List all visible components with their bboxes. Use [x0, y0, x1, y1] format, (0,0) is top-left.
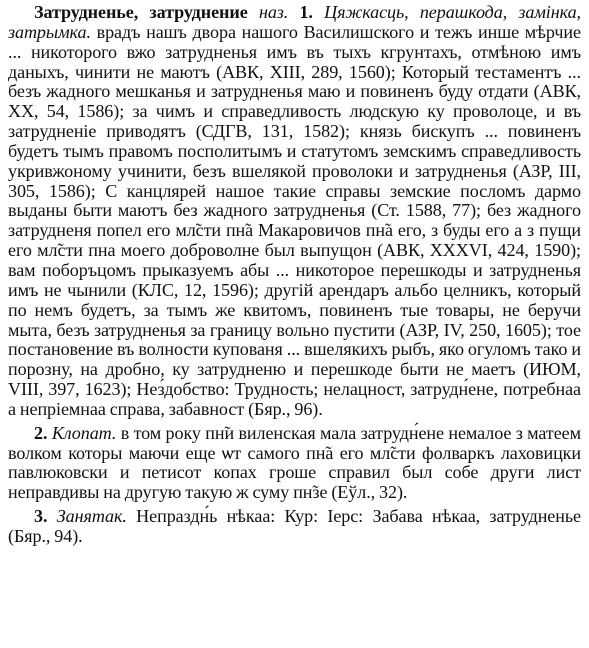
- sense-gloss: Занятак.: [56, 506, 127, 527]
- sense-citations: в том року пн̃и виленская мала затрудн́ене немалое з матеем волком которы маючи еще ѡт самого пн̃а его мл̃сти фолваркъ лаховицки павлюковски и петисот копах гроше справил был собе други лист неправдивы на другую такую ж суму пн̃зе (Еўл., 32).: [8, 422, 582, 503]
- sense-number: 1.: [299, 2, 313, 22]
- dictionary-entry-sense-1: [8, 3, 581, 420]
- part-of-speech: наз.: [258, 2, 289, 22]
- sense-number: 2.: [34, 422, 48, 443]
- dictionary-entry-sense-2: [8, 424, 581, 503]
- sense-citations: Непраздн́ь нѣкаа: Кур: Іерс: Забава нѣкаа, затрудненье (Бяр., 94).: [8, 506, 581, 546]
- headword: Затрудненье, затруднение: [34, 2, 248, 22]
- sense-gloss: Клопат.: [51, 422, 117, 443]
- sense-citations: врадъ нашъ двора нашого Василишского и тежъ инше мѣрчие ... никоторого вжо затрудненья имъ въ тыхъ кгрунтахъ, отмѣною имъ даныхъ, чинити не маютъ (АВК, XIII, 289, 1560); Который тестаментъ ... безъ жадного мешканья и затрудненья маю и повиненъ буду отдати (АВК, XX, 54, 1586); за чимъ и справедливость людскую ку проволоце, и въ затрудненіе приводятъ (СДГВ, 131, 1582); князь бискупъ ... повиненъ будетъ тымъ правомъ посполитымъ и статутомъ земскимъ справедливость укривжоному учинити, безъ вшелякой проволоки и затрудненья (АЗР, III, 305, 1586); С канцлярей нашое такие справы земские посломъ дармо выданы быти маютъ без жадного затрудненья (Ст. 1588, 77); без жадного затрудненя попел его мл̃сти пн̃а Макаровичов пн̃а его, з буды его а з пущи его мл̃сти пна моего доброволне был выпущон (АВК, XXXVI, 424, 1590); вам поборъцомъ прыказуемъ абы ... никоторое перешкоды и затрудненья имъ не чынили (КЛС, 12, 1596); другій арендаръ альбо целникъ, который по немъ будетъ, за тымъ же квитомъ, повиненъ тые товары, не беручи мыта, безъ затрудненья за границу вольно пустити (АЗР, IV, 250, 1605); тое постановение въ волности купованя ... вшелякихъ рыбъ, яко огуломъ тако и порозну, на дробно, ку затрудненю и перешкоде быти не маетъ (ИЮМ, VIII, 397, 1623); Нез́добство: Трудность; нелацност, затрудн́ене, потребнаа а непріемнаа справа, забавност (Бяр., 96).: [8, 21, 581, 419]
- dictionary-entry-sense-3: [8, 507, 581, 547]
- sense-gloss: Цяжкасць, перашкода, замінка, затрымка.: [8, 2, 581, 42]
- sense-number: 3.: [34, 506, 48, 527]
